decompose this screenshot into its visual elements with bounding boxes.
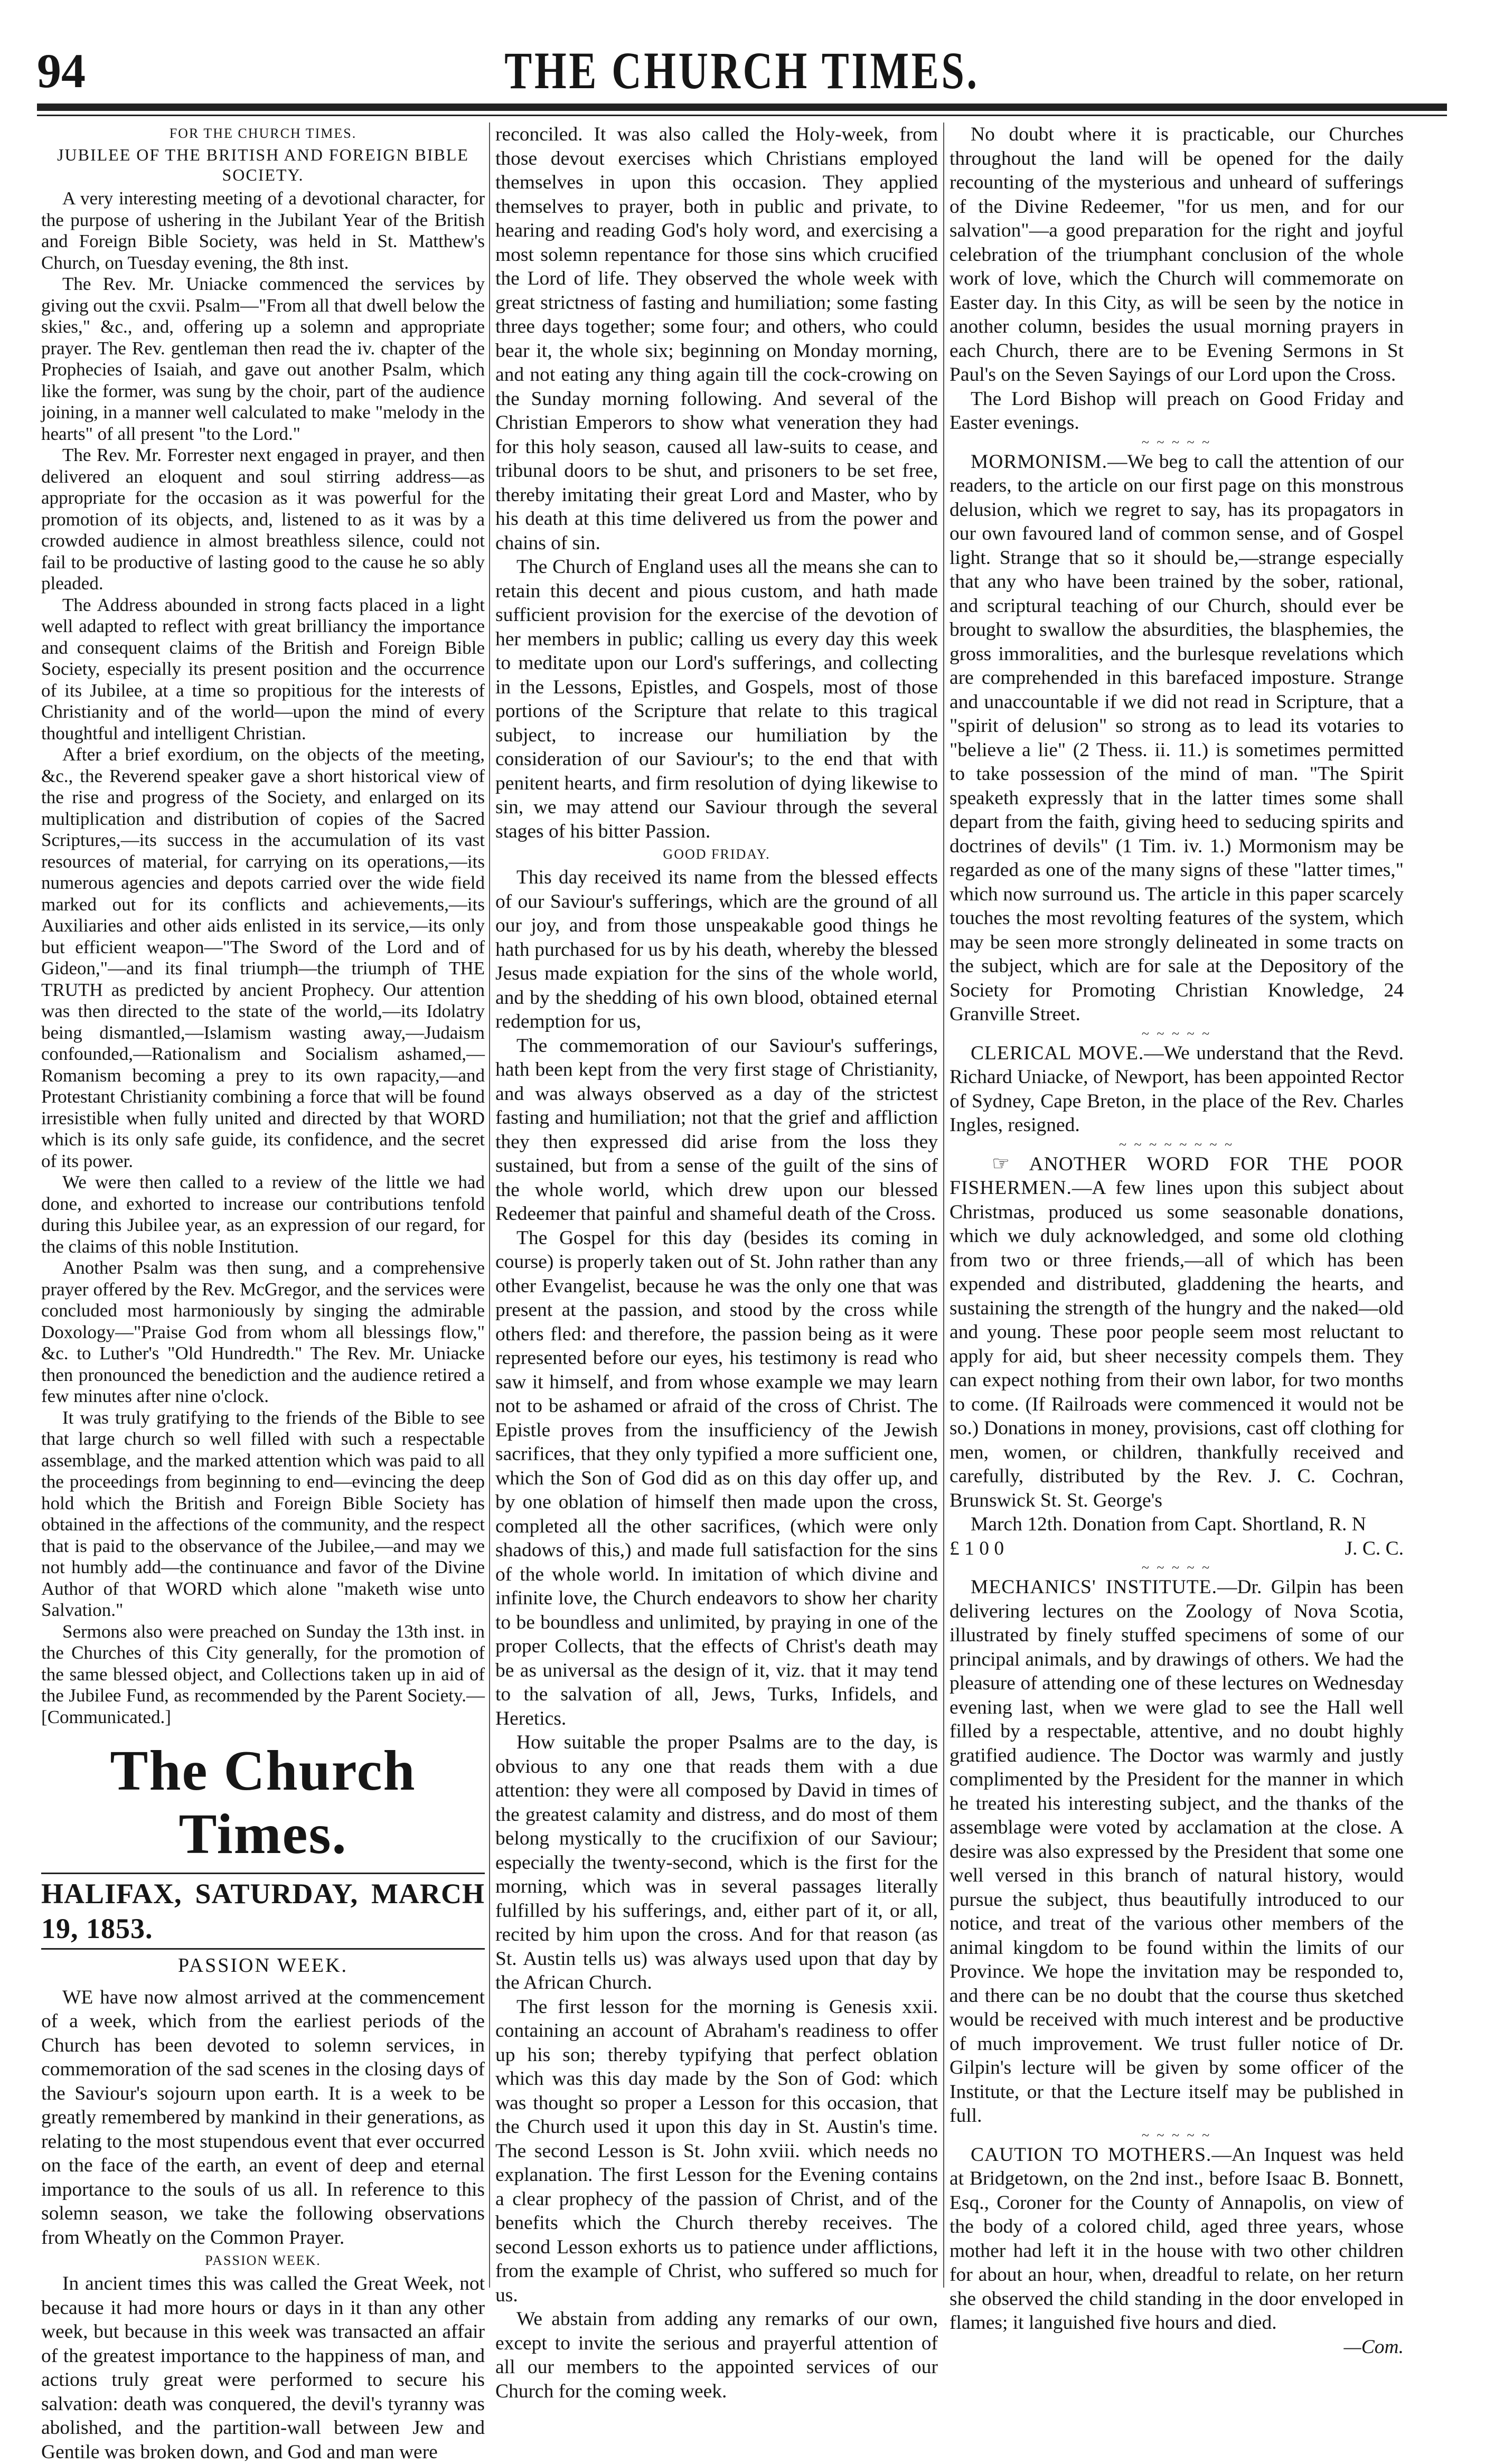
paragraph: A very interesting meeting of a devotional character, for the purpose of ushering in the Jubilant Year of the British and Foreign Bible Society, was held in St. Matthew's Church, on Tuesday evening, the 8th inst. [41, 188, 485, 273]
paragraph: Another Psalm was then sung, and a comprehensive prayer offered by the Rev. McGregor, and the services were concluded most harmoniously by singing the admirable Doxology—"Praise God from whom all blessings flow," &c. to Luther's "Old Hundredth." The Rev. Mr. Uniacke then pronounced the benediction and the audience retired a few minutes after nine o'clock. [41, 1257, 485, 1406]
item-label: CAUTION TO MOTHERS. [971, 2143, 1212, 2166]
pointing-hand-icon: ☞ [992, 1152, 1010, 1175]
ornamental-divider: ~ ~ ~ ~ ~ [1141, 2127, 1212, 2143]
item-label: MORMONISM. [971, 450, 1108, 473]
newspaper-title: THE CHURCH TIMES. [504, 41, 980, 100]
paragraph: We were then called to a review of the little we had done, and exhorted to increase our contributions tenfold during this Jubilee year, as an expression of our regard, for the claims of this noble Institution. [41, 1172, 485, 1257]
paragraph: No doubt where it is practicable, our Churches throughout the land will be opened for the daily recounting of the mysterious and unheard of sufferings of the Divine Redeemer, "for us men, and for our salvation"—a good preparation for the right and joyful celebration of the triumphant conclusion of the whole work of love, which the Church will commemorate on Easter day. In this City, as will be seen by the notice in another column, besides the usual morning prayers in each Church, there are to be Evening Sermons in St Paul's on the Seven Sayings of our Lord upon the Cross. [950, 124, 1404, 385]
paragraph: The Gospel for this day (besides its coming in course) is properly taken out of St. John rather than any other Evangelist, because he was the only one that was present at the passion, and stood by the cross while others fled: and therefore, the passion being as it were represented before our eyes, his testimony is read who saw it himself, and from whose example we may learn not to be ashamed or afraid of the cross of Christ. The Epistle proves from the insufficiency of the Jewish sacrifices, that they only typified a more sufficient one, which the Son of God did as on this day offer up, and by one oblation of himself then made upon the cross, completed all the other sacrifices, (which were only shadows of this,) and made full satisfaction for the sins of the whole world. In imitation of which divine and infinite love, the Church endeavors to show her charity to be boundless and unlimited, by praying in one of the proper Collects, that the effects of Christ's death may be as universal as the design of it, viz. that it may tend to the salvation of all, Jews, Turks, Infidels, and Heretics. [495, 1227, 938, 1729]
section-byline: FOR THE CHURCH TIMES. [169, 126, 357, 141]
paragraph: In ancient times this was called the Great Week, not because it had more hours or days in it than any other week, but because in this week was transacted an affair of the greatest importance to the happiness of man, and actions truly great were performed to secure his salvation: death was conquered, the devil's tyranny was abolished, and the partition-wall between Jew and Gentile was broken down, and God and man were [41, 2273, 485, 2463]
donation-amount: £ 1 0 0 [950, 1537, 1004, 1559]
item-text: —We understand that the Revd. Richard Uniacke, of Newport, has been appointed Rector of Sydney, Cape Breton, in the place of the Rev. Charles Ingles, resigned. [950, 1042, 1404, 1136]
column-1 [41, 123, 485, 2464]
paragraph-fishermen [950, 1152, 1404, 1513]
paragraph-caution [950, 2143, 1404, 2335]
editorial-masthead: The Church Times. [110, 1739, 416, 1866]
column-3 [950, 123, 1404, 2359]
item-text: —An Inquest was held at Bridgetown, on the 2nd inst., before Isaac B. Bonnett, Esq., Coroner for the County of Annapolis, on view of the body of a colored child, aged three years, whose mother had left it in the house with two other children for about an hour, when, dreadful to relate, on her return she observed the child standing in the door enveloped in flames; it languished five hours and died. [950, 2143, 1404, 2334]
paragraph-clerical [950, 1041, 1404, 1137]
paragraph: It was truly gratifying to the friends of the Bible to see that large church so well filled with such a respectable assemblage, and the marked attention which was paid to all the proceedings from beginning to end—evincing the deep hold which the British and Foreign Bible Society has obtained in the affections of the community, and the respect that is paid to the observance of the Jubilee,—and may we not humbly add—the continuance and favor of the Divine Author of that WORD which alone "maketh wise unto Salvation." [41, 1407, 485, 1620]
paragraph: This day received its name from the blessed effects of our Saviour's sufferings, which are the ground of all our joy, and from those unspeakable good things he hath purchased for us by his death, whereby the blessed Jesus made expiation for the sins of the whole world, and by the shedding of his own blood, obtained eternal redemption for us, [495, 867, 938, 1032]
donation-line: March 12th. Donation from Capt. Shortland, R. N [971, 1513, 1366, 1535]
ornamental-divider: ~ ~ ~ ~ ~ [1141, 1560, 1212, 1575]
paragraph: The Rev. Mr. Forrester next engaged in prayer, and then delivered an eloquent and soul stirring address—as appropriate for the occasion as it was powerful for the promotion of its objects, and, listened to as it was by a crowded audience in almost breathless silence, could not fail to be productive of lasting good to the cause he so ably pleaded. [41, 445, 485, 594]
paragraph: The Lord Bishop will preach on Good Friday and Easter evenings. [950, 388, 1404, 434]
paragraph: reconciled. It was also called the Holy-week, from those devout exercises which Christians employed themselves in upon this occasion. They applied themselves to prayer, both in public and private, to hearing and reading God's holy word, and exercising a most solemn repentance for those sins which crucified the Lord of life. They observed the whole week with great strictness of fasting and humiliation; some fasting three days together; some four; and others, who could bear it, the whole six; beginning on Monday morning, and not eating any thing again till the cock-crowing on the Sunday morning following. And several of the Christian Emperors to show what veneration they had for this holy season, caused all law-suits to cease, and tribunal doors to be shut, and prisoners to be set free, thereby imitating their great Lord and Master, who by his death at this time delivered us from the power and chains of sin. [495, 124, 938, 554]
item-text: —Dr. Gilpin has been delivering lectures on the Zoology of Nova Scotia, illustrated by finely stuffed specimens of some of our principal animals, and by drawings of others. We had the pleasure of attending one of these lectures on Wednesday evening last, when we were glad to see the Hall well filled by a respectable, attentive, and no doubt highly gratified audience. The Doctor was warmly and justly complimented by the President for the manner in which he treated his interesting subject, and the thanks of the assemblage were voted by acclamation at the close. A desire was also expressed by the President that some one well versed in this branch of natural history, would pursue the subject, thus beautifully introduced to our notice, and treat of the various other members of the animal kingdom to be found within the limits of our Province. We hope the invitation may be responded to, and there can be no doubt that the course thus sketched would be received with much interest and be productive of much improvement. We trust fuller notice of Dr. Gilpin's lecture will be given by some officer of the Institute, or that the Lecture itself may be published in full. [950, 1576, 1404, 2127]
paragraph: WE have now almost arrived at the commencement of a week, which from the earliest periods of the Church has been devoted to solemn services, in commemoration of the sad scenes in the closing days of the Saviour's sojourn upon earth. It is a week to be greatly remembered by mankind in their generations, as relating to the most stupendous event that ever occurred on the face of the earth, an event of deep and eternal importance to the souls of us all. In reference to this solemn season, we take the following observations from Wheatly on the Common Prayer. [41, 1986, 485, 2249]
donation-amount-row [950, 1537, 1404, 1561]
paragraph: The first lesson for the morning is Genesis xxii. containing an account of Abraham's readiness to offer up his son; thereby typifying that perfect oblation which was this day made by the Son of God: which was thought so proper a Lesson for this occasion, that the Church used it upon this day in St. Austin's time. The second Lesson is St. John xviii. which needs no explanation. The first Lesson for the Evening contains a clear prophecy of the passion of Christ, and of the benefits which the Church thereby receives. The second Lesson exhorts us to patience under afflictions, from the example of Christ, who suffered so much for us. [495, 1996, 938, 2306]
paragraph-mechanics [950, 1575, 1404, 2128]
dateline: HALIFAX, SATURDAY, MARCH 19, 1853. [41, 1873, 485, 1950]
subheading-good-friday: GOOD FRIDAY. [663, 847, 770, 862]
ornamental-divider: ~ ~ ~ ~ ~ ~ ~ ~ [1119, 1136, 1235, 1152]
paragraph: The Address abounded in strong facts placed in a light well adapted to reflect with great brilliancy the importance and consequent claims of the British and Foreign Bible Society, especially its present position and the occurrence of its Jubilee, at a time so propitious for the interests of Christianity and of the world—upon the mind of every thoughtful and intelligent Christian. [41, 594, 485, 744]
article-title-jubilee: JUBILEE OF THE BRITISH AND FOREIGN BIBLE SOCIETY. [57, 145, 469, 184]
paragraph: How suitable the proper Psalms are to the day, is obvious to any one that reads them with a due attention: they were all composed by David in times of the greatest calamity and distress, and do most of them belong mystically to the crucifixion of our Saviour; especially the twenty-second, which is the first for the morning, which was in several passages literally fulfilled by his sufferings, and, either part of it, or all, recited by him upon the cross. And for that reason (as St. Austin tells us) was always used upon that day by the African Church. [495, 1732, 938, 1993]
subheading-passion-week: PASSION WEEK. [205, 2253, 321, 2268]
item-label: MECHANICS' INSTITUTE. [971, 1576, 1217, 1598]
item-text: —A few lines upon this subject about Christmas, produced us some seasonable donations, which we duly acknowledged, and some old clothing from two or three friends,—all of which has been expended and distributed, gladdening the hearts, and sustaining the strength of the hungry and the naked—old and young. These poor people seem most reluctant to apply for aid, but sheer necessity compels them. They can expect nothing from their own labor, for two months to come. (If Railroads were commenced it would not be so.) Donations in money, provisions, cast off clothing for men, women, or children, thankfully received and carefully, distributed by the Rev. J. C. Cochran, Brunswick St. St. George's [950, 1177, 1404, 1511]
column-divider [489, 123, 490, 2288]
item-label: CLERICAL MOVE. [971, 1042, 1144, 1064]
paragraph: After a brief exordium, on the objects of the meeting, &c., the Reverend speaker gave a short historical view of the rise and progress of the Society, and enlarged on its multiplication and distribution of copies of the Sacred Scriptures,—its success in the accumulation of its vast resources of material, for carrying on its operations,—its numerous agencies and depots carried over the wide field marked out for its conflicts and achievements,—its Auxiliaries and other aids enlisted in its service,—its only but efficient weapon—"The Sword of the Lord and of Gideon,"—and its final triumph—the triumph of THE TRUTH as predicted by ancient Prophecy. Our attention was then directed to the state of the world,—its Idolatry being dismantled,—Islamism wasting away,—Judaism confounded,—Rationalism and Socialism ashamed,—Romanism becoming a prey to its own rapacity,—and Protestant Christianity combining a force that will be found irresistible when fully united and directed by that WORD which is its only safe guide, its confidence, and the secret of its power. [41, 744, 485, 1171]
paragraph-mormonism [950, 450, 1404, 1027]
jubilee-article [41, 188, 485, 1728]
page-number: 94 [37, 44, 86, 98]
article-title-passion-week: PASSION WEEK. [178, 1954, 348, 1977]
item-label: ANOTHER WORD FOR THE POOR FISHERMEN. [950, 1153, 1404, 1199]
header-rule-thin [37, 115, 1447, 116]
paragraph: The Rev. Mr. Uniacke commenced the services by giving out the cxvii. Psalm—"From all that dwell below the skies," &c., and, offering up a solemn and appropriate prayer. The Rev. gentleman then read the iv. chapter of the Prophecies of Isaiah, and gave out another Psalm, which like the former, was sung by the choir, part of the audience joining, in a manner well calculated to make "melody in the hearts" of all present "to the Lord." [41, 274, 485, 444]
header-rule-thick [37, 104, 1447, 111]
paragraph: We abstain from adding any remarks of our own, except to invite the serious and prayerful attention of all our members to the appointed services of our Church for the coming week. [495, 2308, 938, 2402]
attribution: —Com. [1343, 2336, 1404, 2358]
page-header [37, 26, 1447, 106]
column-2 [495, 123, 938, 2403]
ornamental-divider: ~ ~ ~ ~ ~ [1141, 434, 1212, 450]
paragraph: The Church of England uses all the means she can to retain this decent and pious custom, and hath made sufficient provision for the exercise of the devotion of her members in public; calling us every day this week to meditate upon our Lord's sufferings, and collecting in the Lessons, Epistles, and Gospels, most of those portions of the Scripture that relate to this tragical subject, to increase our humiliation by the consideration of our Saviour's; to the end that with penitent hearts, and firm resolution of dying likewise to sin, we may attend our Saviour through the several stages of his bitter Passion. [495, 556, 938, 842]
column-divider [943, 123, 944, 2288]
signature-initials: J. C. C. [1345, 1537, 1404, 1559]
ornamental-divider: ~ ~ ~ ~ ~ [1141, 1026, 1212, 1041]
paragraph: The commemoration of our Saviour's sufferings, hath been kept from the very first stage of Christianity, and was always observed as a day of the strictest fasting and humiliation; not that the grief and affliction they then expressed did arise from the loss they sustained, but from a sense of the guilt of the sins of the whole world, which drew upon our blessed Redeemer that painful and shameful death of the Cross. [495, 1034, 938, 1225]
paragraph: Sermons also were preached on Sunday the 13th inst. in the Churches of this City generally, for the promotion of the same blessed object, and Collections taken up in aid of the Jubilee Fund, as recommended by the Parent Society.—[Communicated.] [41, 1621, 485, 1727]
item-text: —We beg to call the attention of our readers, to the article on our first page on this monstrous delusion, which we regret to say, has its propagators in our own favoured land of common sense, and of Gospel light. Strange that so it should be,—strange especially that any who have been trained by the sober, rational, and scriptural teaching of our Church, should ever be brought to swallow the absurdities, the blasphemies, the gross immoralities, and the burlesque revelations which are comprehended in this barefaced imposture. Strange and unaccountable if we did not read in Scripture, that a "spirit of delusion" so strong as to lead its votaries to "believe a lie" (2 Thess. ii. 11.) is sometimes permitted to take possession of the mind of man. "The Spirit speaketh expressly that in the latter times some shall depart from the faith, giving heed to seducing spirits and doctrines of devils" (1 Tim. iv. 1.) Mormonism may be regarded as one of the many signs of these "latter times," which now surround us. The article in this paper scarcely touches the most revolting features of the system, which may be seen more strongly delineated in some tracts on the subject, which are for sale at the Depository of the Society for Promoting Christian Knowledge, 24 Granville Street. [950, 450, 1404, 1025]
